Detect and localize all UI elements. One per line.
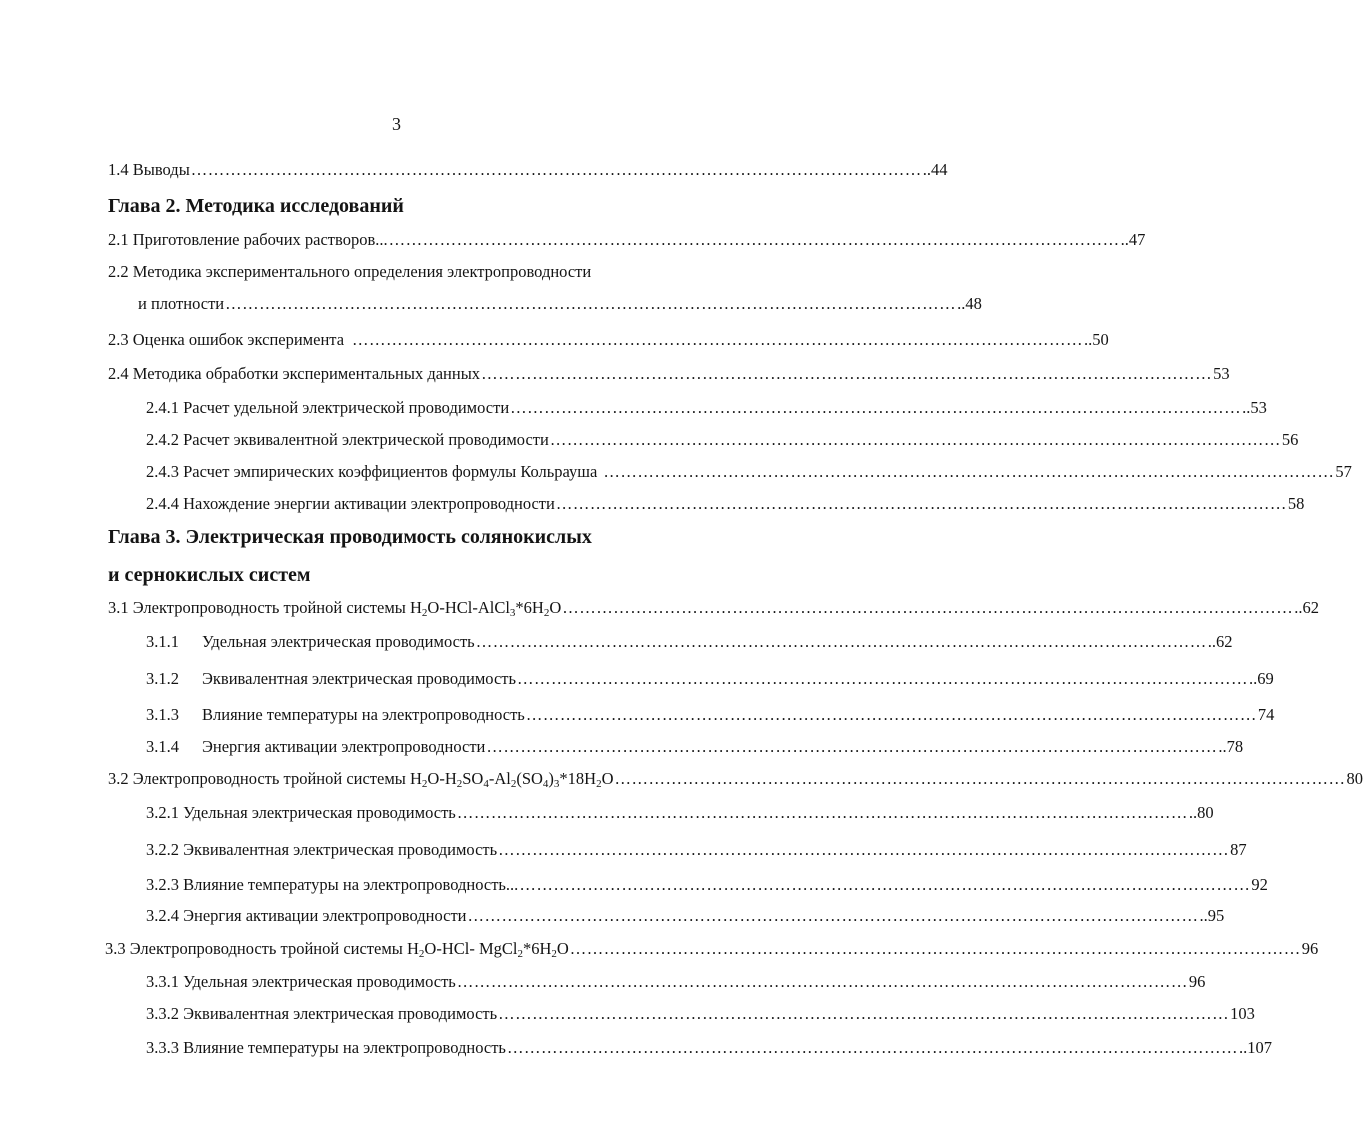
toc-title: Энергия активации электропроводности <box>202 737 486 756</box>
toc-page: 74 <box>1257 705 1275 724</box>
leader-dots: ………………………………………………………………………………………………………………… <box>517 669 1248 688</box>
toc-entry-3-3-1 <box>146 972 1206 992</box>
leader-dots: ………………………………………………………………………………………………………………… <box>467 906 1199 925</box>
leader-dots: ………………………………………………………………………………………………………………… <box>481 364 1213 383</box>
toc-title: 2.4.2 Расчет эквивалентной электрической проводимости <box>146 430 549 449</box>
toc-page: ..48 <box>957 294 982 313</box>
leader-dots: ………………………………………………………………………………………………………………… <box>456 972 1188 991</box>
toc-entry-1-4 <box>108 160 948 180</box>
toc-title: и плотности <box>138 294 225 313</box>
toc-page: ..80 <box>1188 803 1214 822</box>
chapter-heading-2: Глава 2. Методика исследований <box>108 195 404 217</box>
toc-title: 2.4.3 Расчет эмпирических коэффициентов формулы Кольрауша <box>146 462 598 481</box>
toc-title: 3.3.1 Удельная электрическая проводимость <box>146 972 456 991</box>
toc-entry-3-1-3 <box>146 705 1275 725</box>
leader-dots: ………………………………………………………………………………………………………………… <box>549 430 1281 449</box>
toc-title: 2.4 Методика обработки экспериментальных данных <box>108 364 481 383</box>
toc-entry-3-2-2 <box>146 840 1247 860</box>
leader-dots: ………………………………………………………………………………………………………………… <box>352 330 1084 349</box>
toc-entry-2-3 <box>108 330 1109 350</box>
toc-title: 2.1 Приготовление рабочих растворов... <box>108 230 388 249</box>
toc-page: 80 <box>1346 769 1363 788</box>
toc-title: 3.2 Электропроводность тройной системы $H_2O-H_2SO_4-Al_2(SO_4)_3*18H_2O$ <box>108 769 614 790</box>
leader-dots: ………………………………………………………………………………………………………………… <box>388 230 1120 249</box>
toc-entry-3-3-2 <box>146 1004 1255 1024</box>
toc-page: ..62 <box>1207 632 1233 651</box>
toc-page: ..69 <box>1249 669 1274 688</box>
leader-dots: ………………………………………………………………………………………………………………… <box>486 737 1218 756</box>
leader-dots: ………………………………………………………………………………………………………………… <box>519 875 1251 894</box>
toc-page: ..44 <box>922 160 948 179</box>
toc-entry-3-1 <box>108 598 1319 619</box>
toc-page: ..62 <box>1294 598 1319 617</box>
toc-entry-3-2-3 <box>146 875 1268 895</box>
toc-page: 58 <box>1287 494 1305 513</box>
chapter-heading-3-line1: Глава 3. Электрическая проводимость солянокислых <box>108 526 592 548</box>
leader-dots: ………………………………………………………………………………………………………………… <box>190 160 922 179</box>
toc-page: 87 <box>1230 840 1247 859</box>
leader-dots: ………………………………………………………………………………………………………………… <box>225 294 957 313</box>
toc-entry-2-2-line1: 2.2 Методика экспериментального определения электропроводности <box>108 262 592 281</box>
toc-page: 92 <box>1251 875 1268 894</box>
toc-entry-2-4 <box>108 364 1230 384</box>
toc-page: ..50 <box>1084 330 1109 349</box>
toc-entry-2-4-1 <box>146 398 1267 418</box>
toc-title: Влияние температуры на электропроводность <box>202 705 525 724</box>
leader-dots: ………………………………………………………………………………………………………………… <box>510 398 1242 417</box>
toc-title: 2.4.4 Нахождение энергии активации электропроводности <box>146 494 555 513</box>
toc-title: 3.3 Электропроводность тройной системы $H_2O-HCl-$ $MgCl_2*6H_2O$ <box>105 939 569 960</box>
toc-page: 96 <box>1188 972 1206 991</box>
toc-title: 1.4 Выводы <box>108 160 190 179</box>
toc-entry-2-4-4 <box>146 494 1305 514</box>
toc-entry-3-2-4 <box>146 906 1225 926</box>
toc-number: 3.1.2 <box>146 669 179 688</box>
leader-dots: ………………………………………………………………………………………………………………… <box>603 462 1335 481</box>
toc-entry-3-3-3 <box>146 1038 1272 1058</box>
page-number: 3 <box>392 114 401 134</box>
toc-entry-3-3 <box>105 939 1319 960</box>
toc-page: ..53 <box>1242 398 1267 417</box>
toc-title: 2.3 Оценка ошибок эксперимента <box>108 330 345 349</box>
leader-dots: ………………………………………………………………………………………………………………… <box>569 939 1301 958</box>
leader-dots: ………………………………………………………………………………………………………………… <box>498 840 1230 859</box>
toc-page: 57 <box>1335 462 1352 481</box>
toc-page: ..95 <box>1199 906 1225 925</box>
toc-entry-2-4-3 <box>146 462 1352 482</box>
toc-title: 3.1 Электропроводность тройной системы $H_2O-HCl-AlCl_3*6H_2O$ <box>108 598 562 619</box>
leader-dots: ………………………………………………………………………………………………………………… <box>525 705 1257 724</box>
toc-page: 53 <box>1213 364 1230 383</box>
toc-page: 56 <box>1281 430 1299 449</box>
toc-entry-2-2-line2 <box>138 294 982 314</box>
toc-entry-2-1 <box>108 230 1146 250</box>
toc-title: Эквивалентная электрическая проводимость <box>202 669 516 688</box>
toc-title: 3.2.4 Энергия активации электропроводности <box>146 906 467 925</box>
toc-page: ..107 <box>1238 1038 1272 1057</box>
toc-entry-2-4-2 <box>146 430 1299 450</box>
toc-page: ..78 <box>1218 737 1244 756</box>
toc-title: 3.3.2 Эквивалентная электрическая проводимость <box>146 1004 498 1023</box>
toc-page: 96 <box>1301 939 1319 958</box>
toc-title: 3.3.3 Влияние температуры на электропроводность <box>146 1038 506 1057</box>
leader-dots: ………………………………………………………………………………………………………………… <box>456 803 1188 822</box>
toc-title: 3.2.2 Эквивалентная электрическая проводимость <box>146 840 498 859</box>
chapter-heading-3-line2: и сернокислых систем <box>108 564 311 586</box>
toc-title: 3.2.1 Удельная электрическая проводимость <box>146 803 456 822</box>
leader-dots: ………………………………………………………………………………………………………………… <box>475 632 1207 651</box>
toc-entry-3-1-4 <box>146 737 1244 757</box>
leader-dots: ………………………………………………………………………………………………………………… <box>614 769 1346 788</box>
toc-number: 3.1.3 <box>146 705 179 724</box>
toc-title: 2.4.1 Расчет удельной электрической проводимости <box>146 398 510 417</box>
toc-number: 3.1.4 <box>146 737 179 756</box>
toc-entry-3-1-1 <box>146 632 1233 652</box>
leader-dots: ………………………………………………………………………………………………………………… <box>498 1004 1230 1023</box>
toc-entry-3-1-2 <box>146 669 1274 689</box>
toc-entry-3-2-1 <box>146 803 1214 823</box>
toc-number: 3.1.1 <box>146 632 179 651</box>
toc-title: Удельная электрическая проводимость <box>202 632 475 651</box>
leader-dots: ………………………………………………………………………………………………………………… <box>506 1038 1238 1057</box>
toc-page: 103 <box>1230 1004 1255 1023</box>
toc-title: 3.2.3 Влияние температуры на электропроводность... <box>146 875 519 894</box>
leader-dots: ………………………………………………………………………………………………………………… <box>555 494 1287 513</box>
toc-page: ..47 <box>1120 230 1146 249</box>
toc-entry-3-2 <box>108 769 1363 790</box>
leader-dots: ………………………………………………………………………………………………………………… <box>562 598 1294 617</box>
